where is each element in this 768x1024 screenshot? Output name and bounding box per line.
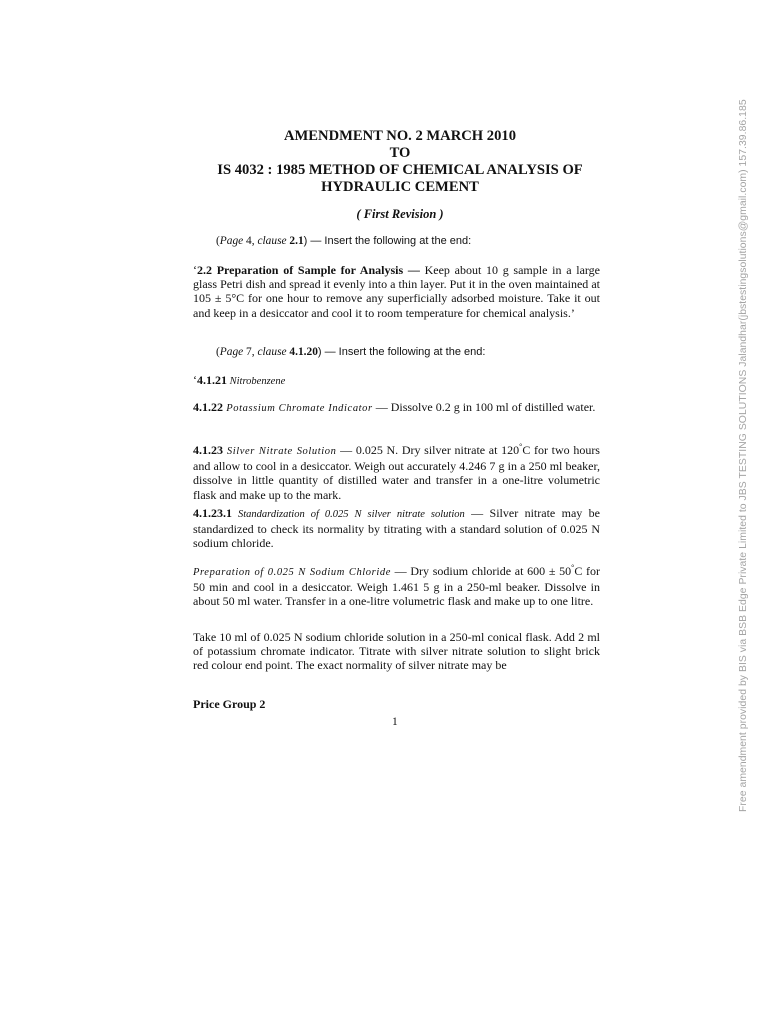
instruction-page-4: (Page 4, clause 2.1) — Insert the following at the end: <box>216 235 472 247</box>
preparation-sodium-chloride: Preparation of 0.025 N Sodium Chloride — Dry sodium chloride at 600 ± 50°C for 50 min and cool in a desiccator. Weigh 1.461 5 g in a 250-ml beaker. Dissolve in about 50 ml water. Transfer in a one-litre volumetric flask and make up to one litre. <box>193 563 601 609</box>
clause-2-2-paragraph: ‘2.2 Preparation of Sample for Analysis — Keep about 10 g sample in a large glass Petri dish and spread it evenly into a thin layer. Put it in the oven maintained at 105 ± 5°C for one hour to remove any superficially adsorbed moisture. Take it out and keep in a desiccator and cool it to room temperature for chemical analysis.’ <box>193 263 601 320</box>
clause-4-1-21: ‘4.1.21 Nitrobenzene <box>193 373 286 387</box>
price-group: Price Group 2 <box>193 697 266 711</box>
license-watermark: Free amendment provided by BIS via BSB Edge Private Limited to JBS TESTING SOLUTIONS Jalandhar(jbstestingsolutions@gmail.com) 157.39.86.185 <box>738 99 749 812</box>
clause-4-1-22: 4.1.22 Potassium Chromate Indicator — Dissolve 0.2 g in 100 ml of distilled water. <box>193 400 596 414</box>
standard-subtitle: HYDRAULIC CEMENT <box>321 179 479 195</box>
amendment-to: TO <box>389 145 411 161</box>
instruction-page-7: (Page 7, clause 4.1.20) — Insert the following at the end: <box>216 346 486 358</box>
clause-4-1-23: 4.1.23 Silver Nitrate Solution — 0.025 N. Dry silver nitrate at 120°C for two hours and allow to cool in a desiccator. Weigh out accurately 4.246 7 g in a 250 ml beaker, dissolve in little quantity of distilled water and transfer in a one-litre volumetric flask and make up to the mark. <box>193 442 600 502</box>
titration-paragraph: Take 10 ml of 0.025 N sodium chloride solution in a 250-ml conical flask. Add 2 ml of potassium chromate indicator. Titrate with silver nitrate solution to slight brick red colour end point. The exact normality of silver nitrate may be <box>193 630 600 673</box>
page-number: 1 <box>392 716 398 728</box>
amendment-title: AMENDMENT NO. 2 MARCH 2010 <box>283 128 516 144</box>
clause-4-1-23-1: 4.1.23.1 Standardization of 0.025 N silver nitrate solution — Silver nitrate may be standardized to check its normality by titrating with a standard solution of 0.025 N sodium chloride. <box>193 506 600 551</box>
revision-label: ( First Revision ) <box>356 207 444 221</box>
standard-title: IS 4032 : 1985 METHOD OF CHEMICAL ANALYSIS OF <box>217 162 583 178</box>
